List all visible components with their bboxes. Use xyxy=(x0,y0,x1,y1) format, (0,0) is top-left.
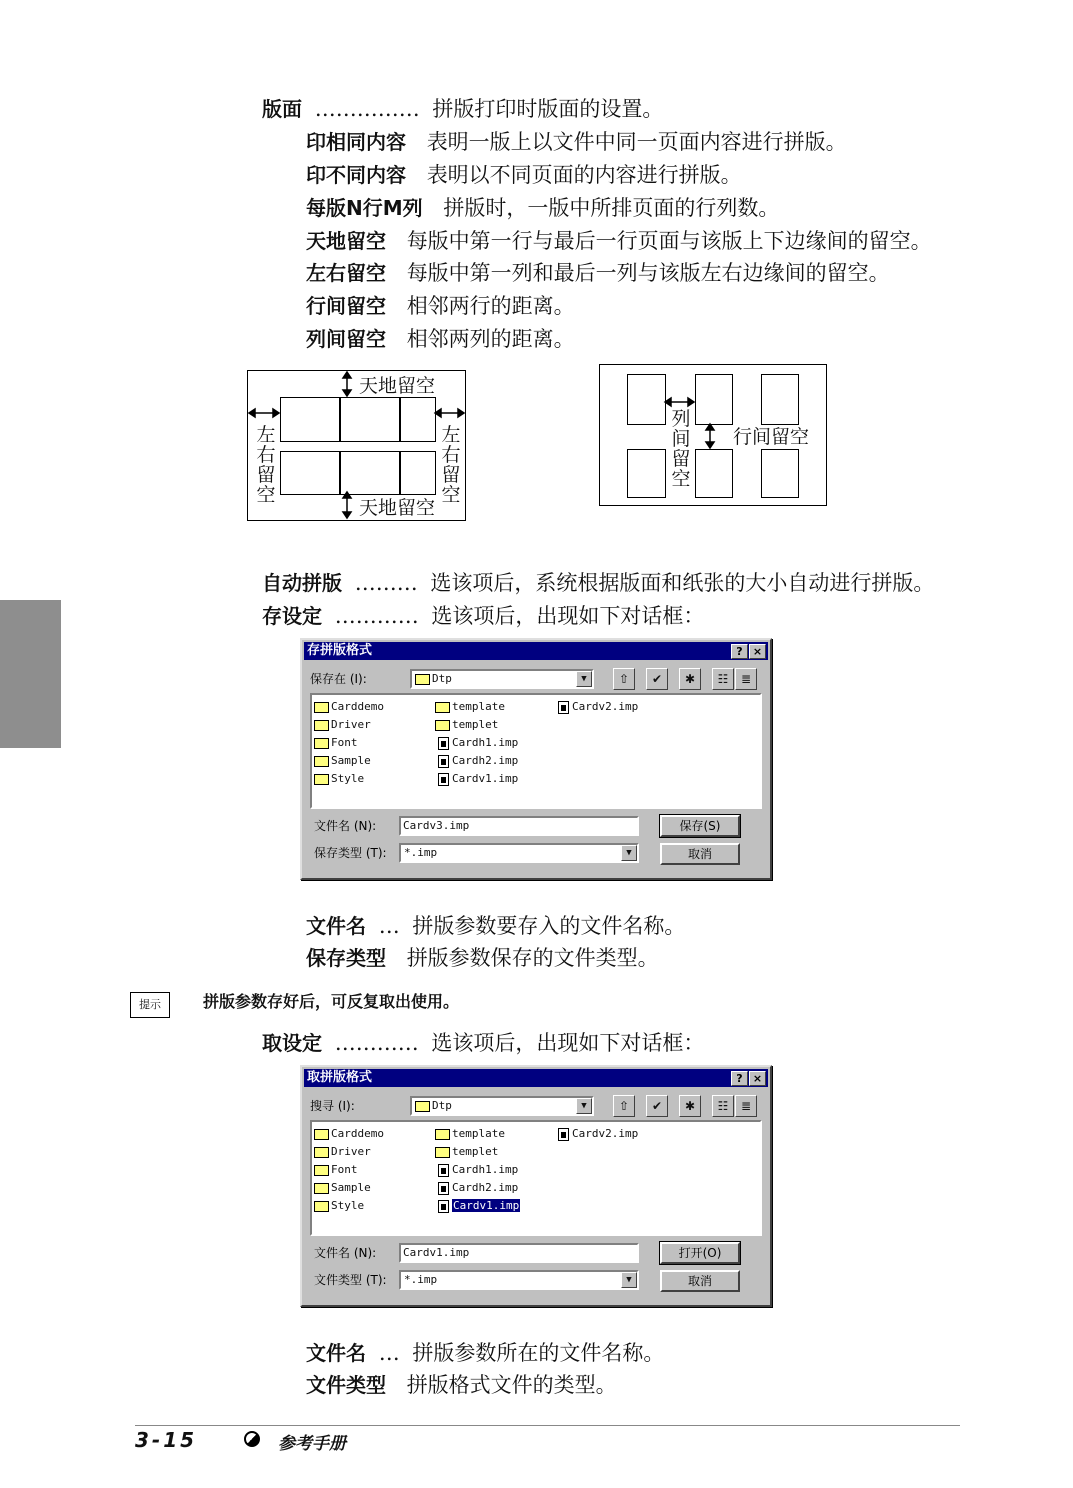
list-item[interactable]: Cardh2.imp xyxy=(438,753,518,769)
location-combo[interactable]: Dtp ▼ xyxy=(410,1096,594,1116)
desktop-icon[interactable]: ✔ xyxy=(646,668,668,690)
item-term: 天地留空 xyxy=(306,229,386,253)
list-item[interactable]: Sample xyxy=(314,1180,371,1196)
load-settings-line xyxy=(262,1029,704,1057)
auto-layout-line xyxy=(262,569,934,597)
list-item[interactable]: Driver xyxy=(314,717,371,733)
load-term: 取设定 xyxy=(262,1031,322,1055)
list-item[interactable]: Style xyxy=(314,771,364,787)
bottom-margin-label: 天地留空 xyxy=(359,497,436,519)
footer-rule xyxy=(135,1425,960,1426)
chevron-down-icon[interactable]: ▼ xyxy=(576,671,592,687)
help-button[interactable]: ? xyxy=(731,1071,748,1086)
list-item[interactable]: template xyxy=(435,699,505,715)
item-term: 印不同内容 xyxy=(306,163,406,187)
tip-icon: 提示 xyxy=(130,992,170,1018)
chevron-down-icon[interactable]: ▼ xyxy=(621,845,637,861)
item-desc: 拼版时，一版中所排页面的行列数。 xyxy=(443,196,780,220)
item-desc: 相邻两列的距离。 xyxy=(406,327,575,351)
item-desc: 每版中第一列和最后一列与该版左右边缘间的留空。 xyxy=(406,261,890,285)
list-item[interactable]: Driver xyxy=(314,1144,371,1160)
list-item[interactable]: Cardh2.imp xyxy=(438,1180,518,1196)
left-margin-label: 左 右 留 空 xyxy=(256,424,276,506)
column-gap-label: 列 间 留 空 xyxy=(671,408,691,490)
load-dialog xyxy=(300,1065,772,1307)
save-dialog-titlebar xyxy=(304,642,768,660)
layout-item xyxy=(306,325,575,353)
item-term: 左右留空 xyxy=(306,261,386,285)
file-list[interactable] xyxy=(310,1120,762,1236)
location-label: 保存在 (I): xyxy=(310,672,367,686)
item-desc: 拼版参数要存入的文件名称。 xyxy=(412,914,686,938)
gap-diagram xyxy=(599,364,827,506)
item-desc: 拼版参数保存的文件类型。 xyxy=(406,946,659,970)
save-term: 存设定 xyxy=(262,604,322,628)
location-combo[interactable]: Dtp ▼ xyxy=(410,669,594,689)
item-term: 文件名 xyxy=(306,1341,366,1365)
dots: ………… xyxy=(334,604,419,628)
right-margin-label: 左 右 留 空 xyxy=(441,424,461,506)
layout-item xyxy=(306,259,890,287)
list-item[interactable]: Font xyxy=(314,1162,358,1178)
load-dialog-titlebar xyxy=(304,1069,768,1087)
margin-diagram xyxy=(247,370,466,521)
item-term: 文件类型 xyxy=(306,1373,386,1397)
layout-item xyxy=(306,194,779,222)
list-item[interactable]: Cardv1.imp xyxy=(438,771,518,787)
item-term: 保存类型 xyxy=(306,946,386,970)
file-list[interactable] xyxy=(310,693,762,809)
list-item[interactable]: Cardv2.imp xyxy=(558,1126,638,1142)
desktop-icon[interactable]: ✔ xyxy=(646,1095,668,1117)
new-folder-icon[interactable]: ✱ xyxy=(679,1095,701,1117)
dots: … xyxy=(378,914,400,938)
item-desc: 相邻两行的距离。 xyxy=(406,294,575,318)
filename-input[interactable]: Cardv3.imp xyxy=(399,816,639,836)
item-term: 列间留空 xyxy=(306,327,386,351)
up-folder-icon[interactable]: ⇧ xyxy=(613,668,635,690)
details-view-icon[interactable]: ≣ xyxy=(735,668,757,690)
folder-icon xyxy=(415,674,430,685)
load-desc: 选该项后，出现如下对话框： xyxy=(431,1031,705,1055)
dialog-title: 存拼版格式 xyxy=(307,643,373,658)
save-desc: 选该项后，出现如下对话框： xyxy=(431,604,705,628)
save-button[interactable]: 保存(S) xyxy=(660,815,740,837)
top-margin-label: 天地留空 xyxy=(359,375,436,397)
list-item[interactable]: templet xyxy=(435,717,498,733)
cancel-button[interactable]: 取消 xyxy=(660,1270,740,1292)
layout-term: 版面 xyxy=(262,97,302,121)
list-view-icon[interactable]: ☷ xyxy=(712,1095,734,1117)
item-desc: 表明一版上以文件中同一页面内容进行拼版。 xyxy=(426,130,847,154)
layout-item xyxy=(306,292,575,320)
item-desc: 拼版参数所在的文件名称。 xyxy=(412,1341,665,1365)
filename-label: 文件名 (N): xyxy=(314,1246,377,1260)
chevron-down-icon[interactable]: ▼ xyxy=(621,1272,637,1288)
list-item-selected[interactable]: Cardv1.imp xyxy=(438,1198,520,1214)
layout-desc: 拼版打印时版面的设置。 xyxy=(432,97,664,121)
type-label: 文件类型 (T): xyxy=(314,1273,387,1287)
list-item[interactable]: Font xyxy=(314,735,358,751)
item-term: 行间留空 xyxy=(306,294,386,318)
dialog-title: 取拼版格式 xyxy=(307,1070,373,1085)
auto-term: 自动拼版 xyxy=(262,571,342,595)
type-combo[interactable]: *.imp ▼ xyxy=(399,843,639,863)
tip-text: 拼版参数存好后，可反复取出使用。 xyxy=(203,992,460,1011)
cancel-button[interactable]: 取消 xyxy=(660,843,740,865)
up-folder-icon[interactable]: ⇧ xyxy=(613,1095,635,1117)
list-item[interactable]: Carddemo xyxy=(314,699,384,715)
type-label: 保存类型 (T): xyxy=(314,846,387,860)
layout-item xyxy=(306,128,847,156)
list-item[interactable]: Cardh1.imp xyxy=(438,735,518,751)
auto-desc: 选该项后，系统根据版面和纸张的大小自动进行拼版。 xyxy=(430,571,935,595)
details-view-icon[interactable]: ≣ xyxy=(735,1095,757,1117)
load-field-item xyxy=(306,1339,664,1367)
save-field-item xyxy=(306,912,685,940)
list-item[interactable]: Carddemo xyxy=(314,1126,384,1142)
item-term: 每版N行M列 xyxy=(306,196,423,220)
layout-item xyxy=(306,227,932,255)
page-number: 3-15 xyxy=(135,1428,198,1452)
save-dialog xyxy=(300,638,772,880)
folder-icon xyxy=(415,1101,430,1112)
close-button[interactable]: × xyxy=(749,644,766,659)
new-folder-icon[interactable]: ✱ xyxy=(679,668,701,690)
open-button[interactable]: 打开(O) xyxy=(660,1242,740,1264)
save-field-item xyxy=(306,944,659,972)
help-button[interactable]: ? xyxy=(731,644,748,659)
half-circle-icon xyxy=(244,1431,260,1447)
location-label: 搜寻 (I): xyxy=(310,1099,355,1113)
dots: ………… xyxy=(334,1031,419,1055)
footer-title: 参考手册 xyxy=(278,1434,346,1454)
list-item[interactable]: Cardh1.imp xyxy=(438,1162,518,1178)
list-item[interactable]: Sample xyxy=(314,753,371,769)
dots: ……… xyxy=(354,571,418,595)
chapter-side-tab xyxy=(0,600,61,748)
filename-label: 文件名 (N): xyxy=(314,819,377,833)
dots: … xyxy=(378,1341,400,1365)
close-button[interactable]: × xyxy=(749,1071,766,1086)
load-field-item xyxy=(306,1371,617,1399)
row-gap-label: 行间留空 xyxy=(733,426,810,448)
layout-heading xyxy=(262,95,663,123)
list-item[interactable]: Cardv2.imp xyxy=(558,699,638,715)
toolbar xyxy=(613,668,763,690)
item-desc: 每版中第一行与最后一行页面与该版上下边缘间的留空。 xyxy=(406,229,932,253)
list-item[interactable]: templet xyxy=(435,1144,498,1160)
filename-input[interactable]: Cardv1.imp xyxy=(399,1243,639,1263)
toolbar xyxy=(613,1095,763,1117)
item-desc: 拼版格式文件的类型。 xyxy=(406,1373,617,1397)
save-settings-line xyxy=(262,602,704,630)
item-term: 印相同内容 xyxy=(306,130,406,154)
list-item[interactable]: template xyxy=(435,1126,505,1142)
list-view-icon[interactable]: ☷ xyxy=(712,668,734,690)
list-item[interactable]: Style xyxy=(314,1198,364,1214)
item-term: 文件名 xyxy=(306,914,366,938)
dots: …………… xyxy=(314,97,420,121)
item-desc: 表明以不同页面的内容进行拼版。 xyxy=(426,163,742,187)
type-combo[interactable]: *.imp ▼ xyxy=(399,1270,639,1290)
layout-item xyxy=(306,161,742,189)
chevron-down-icon[interactable]: ▼ xyxy=(576,1098,592,1114)
